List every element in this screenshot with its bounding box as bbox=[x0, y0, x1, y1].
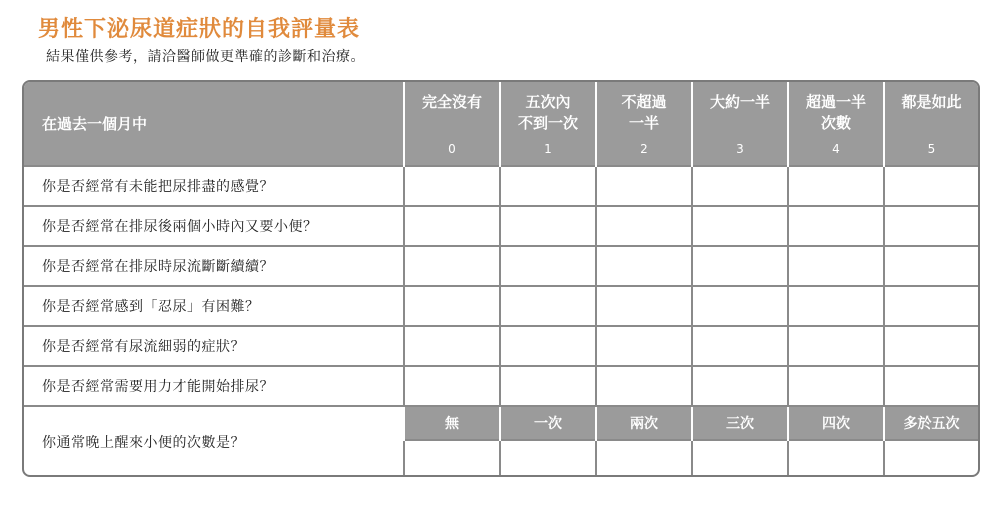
option-label: 超過一半 bbox=[805, 93, 866, 111]
question-row bbox=[24, 166, 978, 206]
option-label: 不到一次 bbox=[517, 114, 578, 132]
answer-cell[interactable] bbox=[788, 166, 884, 206]
question-row bbox=[24, 286, 978, 326]
answer-cell[interactable] bbox=[788, 206, 884, 246]
option-score: 1 bbox=[544, 142, 552, 156]
night-answer-cell[interactable] bbox=[596, 440, 692, 477]
answer-cell[interactable] bbox=[596, 166, 692, 206]
question-text: 你是否經常有未能把尿排盡的感覺？ bbox=[24, 166, 404, 206]
answer-cell[interactable] bbox=[884, 286, 978, 326]
option-label: 完全沒有 bbox=[421, 93, 482, 111]
answer-cell[interactable] bbox=[404, 166, 500, 206]
option-header-2 bbox=[596, 82, 692, 166]
answer-cell[interactable] bbox=[596, 366, 692, 406]
night-option-label: 兩次 bbox=[596, 406, 692, 440]
night-option-label: 一次 bbox=[500, 406, 596, 440]
header-row bbox=[24, 82, 978, 166]
answer-cell[interactable] bbox=[692, 366, 788, 406]
answer-cell[interactable] bbox=[692, 246, 788, 286]
option-label: 一半 bbox=[628, 114, 659, 132]
answer-cell[interactable] bbox=[884, 326, 978, 366]
answer-cell[interactable] bbox=[692, 286, 788, 326]
answer-cell[interactable] bbox=[500, 326, 596, 366]
night-answer-cell[interactable] bbox=[692, 440, 788, 477]
answer-cell[interactable] bbox=[788, 326, 884, 366]
option-header-0 bbox=[404, 82, 500, 166]
answer-cell[interactable] bbox=[500, 246, 596, 286]
question-text: 你是否經常需要用力才能開始排尿？ bbox=[24, 366, 404, 406]
question-row bbox=[24, 246, 978, 286]
answer-cell[interactable] bbox=[596, 246, 692, 286]
answer-cell[interactable] bbox=[404, 286, 500, 326]
option-header-1 bbox=[500, 82, 596, 166]
night-option-label: 多於五次 bbox=[884, 406, 978, 440]
night-option-label: 四次 bbox=[788, 406, 884, 440]
answer-cell[interactable] bbox=[500, 286, 596, 326]
night-option-label: 三次 bbox=[692, 406, 788, 440]
answer-cell[interactable] bbox=[788, 246, 884, 286]
question-text: 你是否經常有尿流細弱的症狀？ bbox=[24, 326, 404, 366]
option-header-5 bbox=[884, 82, 978, 166]
disclaimer: 結果僅供參考，請洽醫師做更準確的診斷和治療。 bbox=[46, 49, 365, 65]
question-text: 你是否經常在排尿時尿流斷斷續續？ bbox=[24, 246, 404, 286]
answer-cell[interactable] bbox=[596, 286, 692, 326]
answer-cell[interactable] bbox=[500, 366, 596, 406]
answer-cell[interactable] bbox=[884, 366, 978, 406]
option-label: 大約一半 bbox=[709, 93, 770, 111]
option-score: 3 bbox=[736, 142, 744, 156]
option-header-4 bbox=[788, 82, 884, 166]
answer-cell[interactable] bbox=[884, 206, 978, 246]
option-label: 都是如此 bbox=[901, 93, 962, 111]
answer-cell[interactable] bbox=[404, 246, 500, 286]
answer-cell[interactable] bbox=[596, 326, 692, 366]
answer-cell[interactable] bbox=[692, 166, 788, 206]
night-answer-cell[interactable] bbox=[404, 440, 500, 477]
answer-cell[interactable] bbox=[884, 246, 978, 286]
night-option-label: 無 bbox=[404, 406, 500, 440]
page-title: 男性下泌尿道症狀的自我評量表 bbox=[38, 17, 361, 42]
answer-cell[interactable] bbox=[788, 366, 884, 406]
option-score: 0 bbox=[448, 142, 456, 156]
night-answer-cell[interactable] bbox=[500, 440, 596, 477]
night-answer-cell[interactable] bbox=[884, 440, 978, 477]
answer-cell[interactable] bbox=[404, 366, 500, 406]
answer-cell[interactable] bbox=[404, 326, 500, 366]
answer-cell[interactable] bbox=[500, 166, 596, 206]
answer-cell[interactable] bbox=[884, 166, 978, 206]
night-question-row bbox=[24, 406, 978, 440]
option-score: 5 bbox=[927, 142, 936, 156]
answer-cell[interactable] bbox=[500, 206, 596, 246]
question-row bbox=[24, 206, 978, 246]
answer-cell[interactable] bbox=[692, 326, 788, 366]
answer-cell[interactable] bbox=[596, 206, 692, 246]
question-text: 你是否經常在排尿後兩個小時內又要小便？ bbox=[24, 206, 404, 246]
option-score: 2 bbox=[640, 142, 648, 156]
question-column-header: 在過去一個月中 bbox=[24, 82, 404, 166]
answer-cell[interactable] bbox=[788, 286, 884, 326]
option-header-3 bbox=[692, 82, 788, 166]
question-text: 你是否經常感到「忍尿」有困難？ bbox=[24, 286, 404, 326]
option-label: 次數 bbox=[820, 114, 851, 132]
questionnaire-table bbox=[22, 80, 980, 477]
answer-cell[interactable] bbox=[692, 206, 788, 246]
question-row bbox=[24, 366, 978, 406]
option-label: 不超過 bbox=[621, 93, 667, 111]
night-answer-cell[interactable] bbox=[788, 440, 884, 477]
answer-cell[interactable] bbox=[404, 206, 500, 246]
option-score: 4 bbox=[832, 142, 840, 156]
option-label: 五次內 bbox=[525, 93, 571, 111]
night-question-text: 你通常晚上醒來小便的次數是？ bbox=[24, 406, 404, 477]
question-row bbox=[24, 326, 978, 366]
